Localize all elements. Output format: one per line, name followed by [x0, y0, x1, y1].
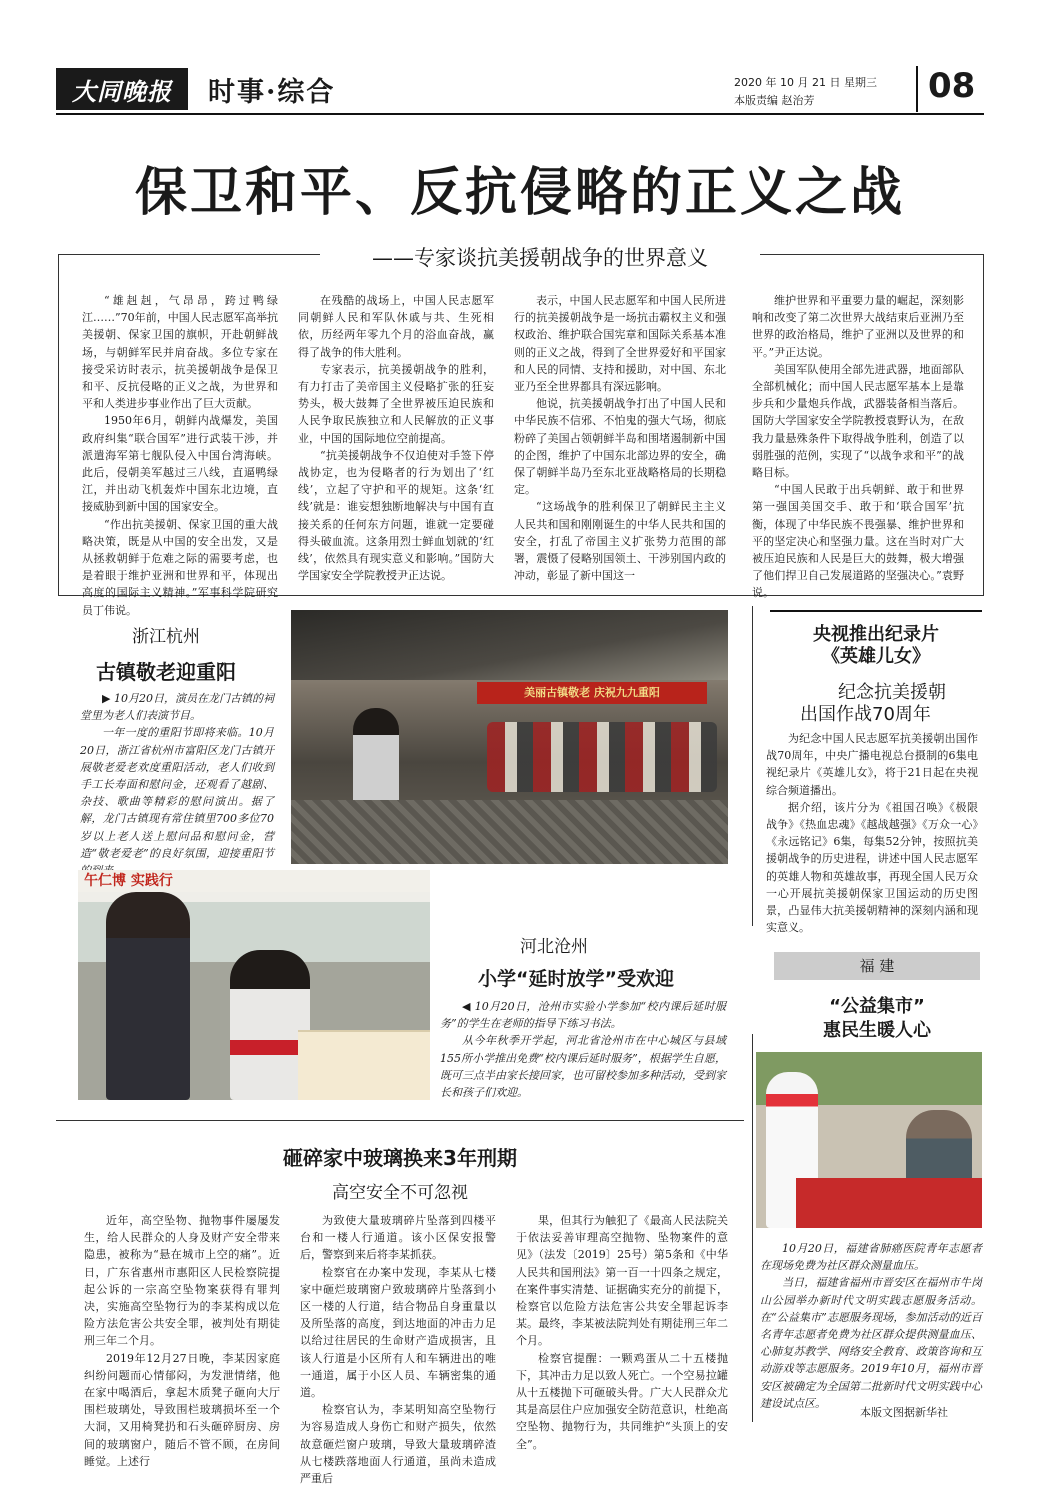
hebei-location: 河北沧州 [520, 937, 588, 957]
lead-headline: 保卫和平、反抗侵略的正义之战 [134, 163, 905, 223]
fujian-caption [760, 1240, 982, 1410]
paragraph: 为纪念中国人民志愿军抗美援朝出国作战70周年，中央广播电视总台摄制的6集电视纪录片《英雄儿女》，将于21日起在央视综合频道播出。 [766, 732, 978, 797]
photo-ground [291, 800, 728, 864]
paragraph: 一年一度的重阳节即将来临。10月20日，浙江省杭州市富阳区龙门古镇开展敬老爱老欢度重阳活动，老人们收到手工长寿面和慰问金，还观看了越剧、杂技、歌曲等精彩的慰问演出。据了解，龙门古镇现有常住镇里700多位70岁以上老人送上慰问品和慰问金，营造“敬老爱老”的良好氛围，迎接重阳节 [80, 726, 274, 860]
paragraph: “抗美援朝战争不仅迫使对手签下停战协定，也为侵略者的行为划出了‘红线’，立起了守护和平的规矩。这条‘红线’就是：谁妄想独断地解决与中国有直接关系的任何东方问题，谁就一定要碰得头破血流。这条用烈士鲜血划就的‘红线’，依然具有现实意义和影响。”国防大学国家安全学院教授尹正达说。 [298, 448, 494, 583]
paragraph: 据介绍，该片分为《祖国召唤》《极限战争》《热血忠魂》《越战越强》《万众一心》《永远铭记》6集，每集52分钟，按照抗美援朝战争的历史进程，讲述中国人民志愿军的英雄人物和英雄故事，再现全国人民万众一心开展抗美援朝保家卫国运动的历史图景，凸显伟大抗美援朝精神的深刻内涵和现实意义。 [766, 800, 978, 935]
photo-banner [78, 870, 430, 892]
photo-teacher [106, 892, 190, 1100]
paragraph: 从今年秋季开学起，河北省沧州市在中心城区与县域155所小学推出免费“校内课后延时服务”，根据学生自愿，既可三点半由家长接回家，也可留校参加多种活动，受到家长和孩子们欢迎。 [440, 1034, 726, 1100]
hebei-photo [78, 870, 430, 1100]
cctv-body [766, 730, 978, 935]
cctv-title-2: 《英雄儿女》 [822, 646, 930, 667]
hebei-caption [440, 998, 726, 1100]
logo-text: 大同晚报 [72, 76, 172, 106]
photo-roof [291, 610, 728, 680]
paragraph: “作出抗美援朝、保家卫国的重大战略决策，既是从中国的安全出发，又是从拯救朝鲜于危难之际的需要考虑，也是着眼于维护亚洲和世界和平，体现出高度的国际主义精神。”军事科学院研究员丁伟说。 [82, 517, 278, 617]
column-divider [752, 606, 753, 926]
photo-calligraphy [298, 1030, 430, 1100]
caption: ◀ 10月20日，沧州市实验小学参加“校内课后延时服务”的学生在老师的指导下练习书法。 [440, 1000, 726, 1031]
lead-subheadline: ——专家谈抗美援朝战争的世界意义 [320, 242, 760, 272]
paragraph: “雄赳赳，气昂昂，跨过鸭绿江……”70年前，中国人民志愿军高举抗美援朝、保家卫国的旗帜，开赴朝鲜战场，与朝鲜军民并肩奋战。多位专家在接受采访时表示，抗美援朝战争是保卫和平、反抗侵略的正义之战，为世界和平和人类进步事业作出了巨大贡献。 [82, 294, 278, 411]
masthead [56, 64, 984, 112]
paragraph: 维护世界和平重要力量的崛起，深刻影响和改变了第二次世界大战结束后亚洲乃至世界的政治格局，维护了亚洲以及世界的和平。”尹正达说。 [752, 294, 964, 359]
date-line: 2020 年 10 月 21 日 星期三 [734, 76, 877, 89]
page-number: 08 [928, 66, 976, 106]
lead-column-3 [514, 292, 726, 583]
hebei-title: 小学“延时放学”受欢迎 [478, 968, 674, 990]
fujian-title-2: 惠民生暖人心 [823, 1020, 931, 1041]
column-divider [752, 1034, 753, 1422]
masthead-divider [916, 66, 918, 112]
caption: 10月20日，福建省肺癌医院青年志愿者在现场免费为社区群众测量血压。 [760, 1242, 982, 1273]
glass-top-rule [56, 1120, 744, 1121]
photo-banner-text: 午仁博 实践行 [84, 873, 173, 889]
paragraph: 果，但其行为触犯了《最高人民法院关于依法妥善审理高空抛物、坠物案件的意见》（法发〔2019〕25号）第5条和《中华人民共和国刑法》第一百一十四条之规定，在案件事实清楚、证据确实充分的前提下，检察官以危险方法危害公共安全罪起诉李某。最终，李某被法院判处有期徒刑三年二个月。 [516, 1214, 728, 1348]
lead-column-4 [752, 292, 964, 600]
paragraph: 2019年12月27日晚，李某因家庭纠纷问题而心情郁闷，为发泄情绪，他在家中喝酒后，拿起木质凳子砸向大厅围栏玻璃处，导致围栏玻璃损坏至一个大洞，又用椅凳扔和石头砸碎厨房、房间的玻璃窗户，随后不管不顾，在房间睡觉。上述行 [84, 1351, 280, 1468]
zhejiang-location: 浙江杭州 [132, 627, 200, 647]
glass-subtitle: 高空安全不可忽视 [332, 1183, 468, 1203]
paragraph: 美国军队使用全部先进武器，地面部队全部机械化；而中国人民志愿军基本上是靠步兵和少量炮兵作战，武器装备相当落后。国防大学国家安全学院教授袁野认为，在敌我力量悬殊条件下取得战争胜利，创造了以弱胜强的范例，实现了“以战争求和平”的战略目标。 [752, 362, 964, 480]
lead-column-1 [82, 292, 278, 617]
paragraph: 检察官认为，李某明知高空坠物行为容易造成人身伤亡和财产损失，依然故意砸烂窗户玻璃，导致大量玻璃碎渣从七楼跌落地面人行通道，虽尚未造成严重后 [300, 1403, 496, 1486]
section-title: 时事·综合 [208, 77, 336, 108]
glass-column-1 [84, 1212, 280, 1468]
glass-column-3 [516, 1212, 728, 1451]
zhejiang-caption [80, 690, 274, 860]
fujian-location: 福 建 [859, 957, 895, 975]
paragraph: 表示，中国人民志愿军和中国人民所进行的抗美援朝战争是一场抗击霸权主义和强权政治、维护联合国宪章和国际关系基本准则的正义之战，得到了全世界爱好和平国家和人民的同情、支持和援助，对中国、东北亚乃至全世界都具有深远影响。 [514, 294, 726, 394]
paragraph: 检察官提醒：一颗鸡蛋从二十五楼抛下，其冲击力足以致人死亡。一个空易拉罐从十五楼抛下可砸破头骨。广大人民群众尤其是高层住户应加强安全防范意识，杜绝高空坠物、抛物行为，共同维护“头顶上的安全”。 [516, 1351, 728, 1451]
paragraph: 近年，高空坠物、抛物事件屡屡发生，给人民群众的人身及财产安全带来隐患，被称为“悬在城市上空的痛”。近日，广东省惠州市惠阳区人民检察院提起公诉的一宗高空坠物案获得有罪判决，实施高空坠物行为的李某构成以危险方法危害公共安全罪，被判处有期徒刑三年二个月。 [84, 1214, 280, 1348]
cctv-top-rule [770, 610, 982, 612]
cctv-title-1: 央视推出纪录片 [813, 624, 939, 645]
glass-column-2 [300, 1212, 496, 1486]
paragraph: “中国人民敢于出兵朝鲜、敢于和世界第一强国美国交手、敢于和‘联合国军’抗衡，体现了中华民族不畏强暴、维护世界和平的坚定决心和坚强力量。这在当时对广大被压迫民族和人民是巨大的鼓舞，极大增强了他们捍卫自己发展道路的坚强决心。”袁野说。 [752, 483, 964, 600]
fujian-location-box [774, 952, 980, 980]
photo-banner-text: 美丽古镇敬老 庆祝九九重阳 [524, 686, 660, 699]
photo-table [796, 1178, 982, 1228]
paragraph: 在残酷的战场上，中国人民志愿军同朝鲜人民和军队休戚与共、生死相依，历经两年零九个月的浴血奋战，赢得了战争的伟大胜利。 [298, 294, 494, 359]
paragraph: 1950年6月，朝鲜内战爆发，美国政府纠集“联合国军”进行武装干涉，并派遣海军第七舰队侵入中国台湾海峡。此后，侵朝美军越过三八线，直逼鸭绿江，并出动飞机轰炸中国东北边境，直接威胁到新中国的国家安全。 [82, 414, 278, 514]
lead-column-2 [298, 292, 494, 583]
paragraph: 检察官在办案中发现，李某从七楼家中砸烂玻璃窗户致玻璃碎片坠落到小区一楼的人行道，结合物品自身重量以及所坠落的高度，到达地面的冲击力足以给过往居民的生命财产造成损害，且该人行道是小区所有人和车辆进出的唯一通道，属于小区人员、车辆密集的通道。 [300, 1265, 496, 1400]
photo-audience [487, 722, 717, 792]
paragraph: 专家表示，抗美援朝战争的胜利，有力打击了美帝国主义侵略扩张的狂妄势头，极大鼓舞了全世界被压迫民族和人民争取民族独立和人民解放的正义事业，中国的国际地位空前提高。 [298, 362, 494, 445]
paragraph: 为致使大量玻璃碎片坠落到四楼平台和一楼人行通道。该小区保安报警后，警察到来后将李某抓获。 [300, 1214, 496, 1262]
fujian-credit: 本版文图据新华社 [860, 1406, 948, 1419]
paragraph: “这场战争的胜利保卫了朝鲜民主主义人民共和国和刚刚诞生的中华人民共和国的安全，打乱了帝国主义扩张势力范围的部署，震慑了侵略别国领土、干涉别国内政的冲动，彰显了新中国这一 [514, 500, 726, 583]
cctv-subtitle-2: 出国作战70周年 [800, 704, 931, 725]
masthead-rule [56, 113, 984, 115]
fujian-title-1: “公益集市” [829, 996, 925, 1017]
zhejiang-photo [291, 610, 728, 864]
paragraph: 当日，福建省福州市晋安区在福州市牛岗山公园举办新时代文明实践志愿服务活动。在“公益集市”志愿服务现场，参加活动的近百名青年志愿者免费为社区群众提供测量血压、心肺复苏教学、网络安全教育、政策咨询和互动游戏等志愿服务。2019年10月，福州市晋安区被确定为全国第二批新时代文明实践中心建设试点区。 [760, 1276, 982, 1410]
caption: ▶ 10月20日，演员在龙门古镇的祠堂里为老人们表演节目。 [80, 692, 274, 723]
glass-title: 砸碎家中玻璃换来3年刑期 [283, 1146, 517, 1170]
logo [56, 68, 188, 110]
fujian-photo [756, 1052, 982, 1228]
editor-line: 本版责编 赵治芳 [734, 94, 815, 107]
photo-banner [477, 682, 707, 704]
paragraph: 他说，抗美援朝战争打出了中国人民和中华民族不信邪、不怕鬼的强大气场，彻底粉碎了美国占领朝鲜半岛和围堵遏制新中国的企图，维护了中国东北部边界的安全，确保了朝鲜半岛乃至东北亚战略格局的长期稳定。 [514, 397, 726, 497]
zhejiang-title: 古镇敬老迎重阳 [96, 660, 236, 684]
cctv-subtitle-1: 纪念抗美援朝 [838, 682, 946, 703]
